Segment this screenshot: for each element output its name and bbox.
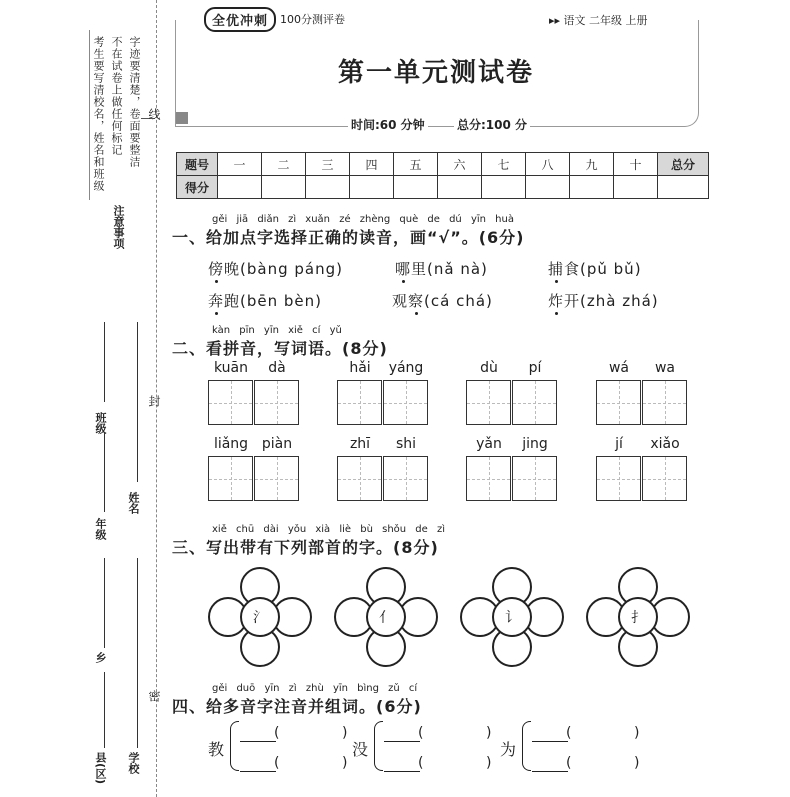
s1-item [208, 290, 322, 311]
writing-grid-cell[interactable] [337, 380, 382, 425]
word-pinyin: wá [608, 360, 630, 376]
s1-dot-char: 捕 [548, 260, 565, 278]
exam-time: 时间:60 分钟 [348, 116, 428, 133]
answer-blank[interactable] [532, 729, 568, 742]
word-pinyin: piàn [261, 436, 293, 452]
score-cell[interactable] [570, 176, 614, 199]
brand-subtitle: 100分测评卷 [280, 13, 346, 26]
school-underline [137, 558, 138, 748]
xiang-underline [104, 558, 105, 648]
writing-grid-cell[interactable] [383, 380, 428, 425]
polyphone-char: 没 [352, 740, 369, 759]
score-cell[interactable] [350, 176, 394, 199]
county-underline [104, 672, 105, 748]
writing-grid-cell[interactable] [596, 380, 641, 425]
paren-left: ( [418, 725, 424, 741]
score-cell[interactable] [262, 176, 306, 199]
s1-dot-char: 炸 [548, 292, 565, 310]
score-table-header-row [177, 153, 709, 176]
page-title: 第一单元测试卷 [337, 58, 534, 88]
answer-blank[interactable] [532, 759, 568, 772]
paren-left: ( [418, 755, 424, 771]
score-row-label: 得分 [177, 176, 218, 199]
brand-title: 全优冲刺 [204, 7, 276, 32]
score-col: 五 [394, 153, 438, 176]
writing-grid-cell[interactable] [466, 380, 511, 425]
answer-blank[interactable] [384, 729, 420, 742]
paren-left: ( [274, 725, 280, 741]
polyphone-char: 为 [500, 740, 517, 759]
label-grade: 年级 [94, 518, 107, 540]
score-col: 十 [614, 153, 658, 176]
writing-grid-cell[interactable] [596, 456, 641, 501]
score-col: 六 [438, 153, 482, 176]
seal-char-mi: 密 [147, 690, 161, 702]
word-pinyin: kuān [213, 360, 248, 376]
section2-pinyin: kàn pīn yīn xiě cí yǔ [212, 325, 342, 336]
s1-rest: 跑(bēn bèn) [224, 292, 323, 310]
section4-title: 四、给多音字注音并组词。(6分) [172, 697, 422, 716]
radical-center: 亻 [366, 597, 406, 637]
seal-char-feng: 封 [147, 395, 161, 407]
word-pinyin: shi [395, 436, 417, 452]
arrow-icon: ▸▸ [549, 14, 564, 27]
s1-item [208, 258, 343, 279]
s1-rest: 里(nǎ nà) [411, 260, 488, 278]
s1-rest: 晚(bàng páng) [224, 260, 343, 278]
grade-underline [104, 432, 105, 512]
score-cell[interactable] [306, 176, 350, 199]
label-county: 县(区) [94, 752, 107, 785]
writing-grid-cell[interactable] [208, 456, 253, 501]
paren-right: ) [486, 755, 492, 771]
word-pinyin: yáng [388, 360, 424, 376]
label-school: 学校 [127, 752, 140, 774]
writing-grid-cell[interactable] [337, 456, 382, 501]
section3-title: 三、写出带有下列部首的字。(8分) [172, 538, 439, 557]
score-cell[interactable] [614, 176, 658, 199]
writing-grid-cell[interactable] [254, 380, 299, 425]
score-col: 四 [350, 153, 394, 176]
brace-icon [230, 721, 239, 771]
word-pinyin: xiǎo [650, 436, 680, 452]
label-class: 班级 [94, 412, 107, 434]
score-cell[interactable] [438, 176, 482, 199]
score-col: 三 [306, 153, 350, 176]
s1-rest: 开(zhà zhá) [564, 292, 659, 310]
writing-grid-cell[interactable] [642, 456, 687, 501]
notice-title: 注意事项 [112, 205, 125, 249]
word-pinyin: dù [480, 360, 498, 376]
answer-blank[interactable] [240, 729, 276, 742]
word-pinyin: wa [654, 360, 676, 376]
s1-dot-char: 奔 [208, 292, 225, 310]
s1-dot-char: 察 [408, 292, 425, 310]
s1-item [395, 258, 488, 279]
paren-right: ) [342, 725, 348, 741]
brace-icon [374, 721, 383, 771]
word-pinyin: pí [528, 360, 542, 376]
exam-total-score: 总分:100 分 [454, 116, 530, 133]
paren-right: ) [634, 725, 640, 741]
s1-rest: 食(pǔ bǔ) [564, 260, 642, 278]
s1-item [548, 258, 642, 279]
answer-blank[interactable] [384, 759, 420, 772]
score-cell[interactable] [482, 176, 526, 199]
s1-item [548, 290, 659, 311]
class-underline [104, 322, 105, 402]
s1-pre-char: 观 [392, 292, 409, 310]
section4-pinyin: gěi duō yīn zì zhù yīn bìng zǔ cí [212, 683, 418, 694]
score-table-score-row [177, 176, 709, 199]
word-pinyin: dà [268, 360, 286, 376]
score-cell[interactable] [394, 176, 438, 199]
brace-icon [522, 721, 531, 771]
paren-right: ) [342, 755, 348, 771]
score-col: 九 [570, 153, 614, 176]
left-sidebar [0, 0, 160, 797]
word-pinyin: hǎi [349, 360, 371, 376]
score-total-label: 总分 [658, 153, 709, 176]
score-col: 二 [262, 153, 306, 176]
paren-left: ( [274, 755, 280, 771]
score-col: 八 [526, 153, 570, 176]
score-col: 一 [218, 153, 262, 176]
word-pinyin: jí [615, 436, 623, 452]
subject-label [545, 12, 652, 28]
word-pinyin: liǎng [213, 436, 249, 452]
s1-dot-char: 傍 [208, 260, 225, 278]
brand-badge [200, 8, 349, 30]
score-table [176, 152, 709, 199]
label-xiang: 乡 [94, 652, 107, 663]
word-pinyin: jing [522, 436, 548, 452]
radical-center: 氵 [240, 597, 280, 637]
radical-center: 讠 [492, 597, 532, 637]
notice-line-1: 考生要写清校名，姓名和班级 [92, 36, 105, 192]
writing-grid-cell[interactable] [254, 456, 299, 501]
paren-right: ) [486, 725, 492, 741]
label-name: 姓名 [127, 492, 140, 514]
writing-grid-cell[interactable] [383, 456, 428, 501]
writing-grid-cell[interactable] [642, 380, 687, 425]
paren-right: ) [634, 755, 640, 771]
word-pinyin: yǎn [476, 436, 502, 452]
seal-char-xian: 线 [147, 108, 161, 120]
writing-grid-cell[interactable] [512, 380, 557, 425]
notice-line-3: 字迹要清楚，卷面要整洁 [128, 36, 141, 168]
score-row-label: 题号 [177, 153, 218, 176]
notice-line-2: 不在试卷上做任何标记 [110, 36, 123, 156]
answer-blank[interactable] [240, 759, 276, 772]
score-cell[interactable] [526, 176, 570, 199]
score-cell[interactable] [218, 176, 262, 199]
writing-grid-cell[interactable] [466, 456, 511, 501]
polyphone-char: 教 [208, 740, 225, 759]
paren-left: ( [566, 725, 572, 741]
s1-rest: (cá chá) [424, 292, 493, 310]
s1-dot-char: 哪 [395, 260, 412, 278]
word-pinyin: zhī [349, 436, 371, 452]
section1-title: 一、给加点字选择正确的读音，画“√”。(6分) [172, 228, 525, 247]
paren-left: ( [566, 755, 572, 771]
writing-grid-cell[interactable] [208, 380, 253, 425]
score-col: 七 [482, 153, 526, 176]
subject-text: 语文 二年级 上册 [563, 14, 648, 27]
section3-pinyin: xiě chū dài yǒu xià liè bù shǒu de zì [212, 524, 446, 535]
s1-item [392, 290, 493, 311]
section1-pinyin: gěi jiā diǎn zì xuǎn zé zhèng què de dú yīn huà [212, 214, 514, 225]
score-cell[interactable] [658, 176, 709, 199]
header-corner-mark [176, 112, 188, 124]
name-underline [137, 322, 138, 482]
section2-title: 二、看拼音，写词语。(8分) [172, 339, 388, 358]
writing-grid-cell[interactable] [512, 456, 557, 501]
radical-center: 扌 [618, 597, 658, 637]
